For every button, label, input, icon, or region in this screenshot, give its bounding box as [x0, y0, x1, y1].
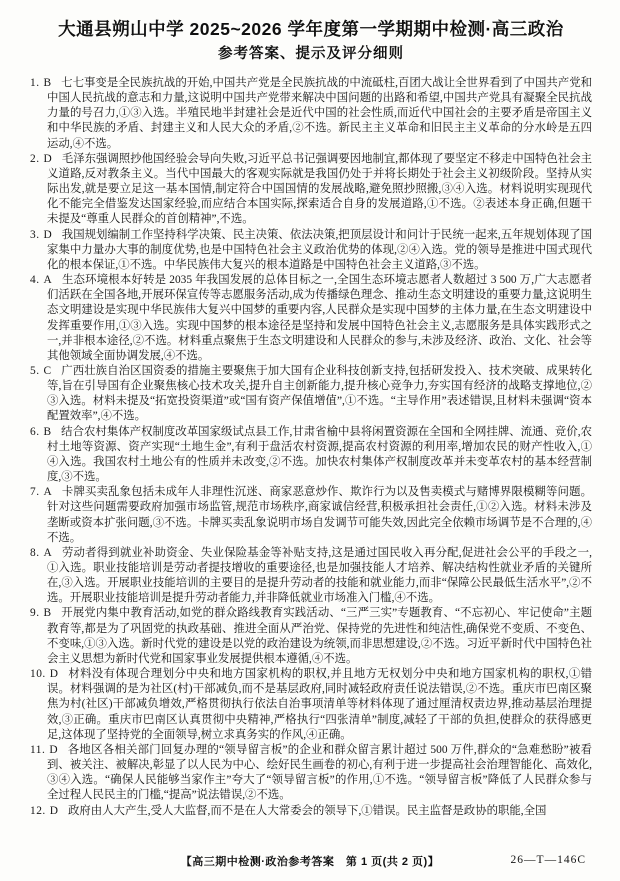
answer-item: [30, 606, 592, 667]
question-number: 8.: [30, 546, 40, 559]
answer-letter: A: [43, 546, 52, 559]
answer-letter: C: [43, 364, 52, 377]
answer-item: [30, 76, 592, 152]
answer-explanation: 我国规划编制工作坚持科学决策、民主决策、依法决策,把顶层设计和问计于民统一起来,五年规划体现了国家集中力量办大事的制度优势,也是中国特色社会主义政治优势的体现,②④入选。党的领导是推进中国式现代化的根本保证,①不选。中华民族伟大复兴的根本道路是中国特色社会主义道路,③不选。: [47, 228, 592, 271]
answer-letter: B: [43, 77, 52, 89]
answer-explanation: 各地区各相关部门回复办理的“领导留言板”的企业和群众留言累计超过 500 万件,群众的“急难愁盼”被看到、被关注、被解决,彰显了以人民为中心、绘好民生画卷的初心,有利于进一步提高社会治理智能化、高效化,③④入选。“确保人民能够当家作主”夸大了“领导留言板”的作用,①不选。“领导留言板”降低了人民群众参与全过程人民民主的门槛,“提高”说法错误,②不选。: [47, 743, 592, 802]
question-number: 2.: [30, 152, 40, 165]
question-number: 6.: [30, 425, 40, 438]
answer-explanation: 卡牌买卖乱象包括未成年人非理性沉迷、商家恶意炒作、欺诈行为以及售卖模式与赌博界限模糊等问题。针对这些问题需要政府加强市场监管,规范市场秩序,商家诚信经营,积极承担社会责任,①②入选。材料未涉及垄断或资本扩张问题,③不选。卡牌买卖乱象说明市场自发调节可能失效,因此完全依赖市场调节是不合理的,④不选。: [47, 486, 592, 544]
answer-letter: B: [43, 425, 52, 438]
question-number: 12.: [30, 804, 46, 817]
answer-item: [30, 273, 592, 364]
answer-item: [30, 228, 592, 273]
answer-explanation: 材料没有体现合理划分中央和地方国家机构的职权,并且地方无权划分中央和地方国家机构的职权,①错误。材料强调的是为社区(村)干部减负,而不是基层政府,同时减轻政府责任说法错误,②不选。重庆市巴南区聚焦为村(社区)干部减负增效,严格贯彻执行依法自治事项清单等材料体现了通过厘清权责边界,推动基层治理提效,③正确。重庆市巴南区认真贯彻中央精神,严格执行“四张清单”制度,减轻了干部的负担,使群众的获得感更足,这体现了坚持党的全面领导,树立求真务实的作风,④正确。: [47, 668, 592, 741]
answer-letter: D: [43, 228, 52, 241]
answer-explanation: 七七事变是全民族抗战的开始,中国共产党是全民族抗战的中流砥柱,百团大战让全世界看到了中国共产党和中国人民抗战的意志和力量,这说明中国共产党带来解决中国问题的出路和希望,中国共产党具有凝聚全民抗战力量的号召力,①③入选。半殖民地半封建社会是近代中国的社会性质,而近代中国社会的主要矛盾是帝国主义和中华民族的矛盾、封建主义和人民大众的矛盾,②不选。新民主主义革命和旧民主主义革命的分水岭是五四运动,④不选。: [47, 77, 592, 150]
page-subtitle: 参考答案、提示及评分细则: [218, 46, 404, 62]
page-footer: [0, 853, 620, 869]
question-number: 11.: [30, 743, 46, 756]
answer-item: [30, 546, 592, 607]
question-number: 4.: [30, 274, 40, 287]
answer-explanation: 开展党内集中教育活动,如党的群众路线教育实践活动、“三严三实”专题教育、“不忘初心、牢记使命”主题教育等,都是为了巩固党的执政基础、推进全面从严治党、保持党的先进性和纯洁性,确保党不变质、不变色、不变味,①③入选。新时代党的建设是以党的政治建设为统领,而非思想建设,②不选。习近平新时代中国特色社会主义思想为新时代党和国家事业发展提供根本遵循,④不选。: [47, 607, 592, 665]
answer-item: [30, 804, 592, 819]
question-number: 10.: [30, 668, 46, 681]
answer-item: [30, 425, 592, 486]
answer-explanation: 劳动者得到就业补助资金、失业保险基金等补贴支持,这是通过国民收入再分配,促进社会公平的手段之一,①入选。职业技能培训是劳动者提技增收的重要途径,也是加强技能人才培养、解决结构性就业矛盾的关键所在,③入选。开展职业技能培训的主要目的是提升劳动者的技能和就业能力,而非“保障公民最低生活水平”,②不选。开展职业技能培训是提升劳动者能力,并非降低就业市场准入门槛,④不选。: [47, 546, 592, 605]
answer-letter: D: [49, 668, 58, 681]
answer-letter: D: [43, 152, 52, 165]
answers-list: [30, 76, 592, 819]
paper-code: 26—T—146C: [510, 854, 586, 866]
answer-item: [30, 152, 592, 228]
answer-explanation: 生态环境根本好转是 2035 年我国发展的总体目标之一,全国生态环境志愿者人数超过 3 500 万,广大志愿者们活跃在全国各地,开展环保宣传等志愿服务活动,成为传播绿色理念、推动生态文明建设的重要力量,这说明生态文明建设是实现中华民族伟大复兴中国梦的重要内容,人民群众是实现中国梦的主体力量,在生态文明建设中发挥重要作用,①③入选。实现中国梦的根本途径是坚持和发展中国特色社会主义,志愿服务是具体实践形式之一,并非根本途径,②不选。材料重点聚焦于生态文明建设和人民群众的参与,未涉及经济、政治、文化、社会等其他领域全面协调发展,④不选。: [47, 274, 592, 362]
answer-item: [30, 364, 592, 425]
answer-letter: D: [49, 743, 58, 756]
answer-item: [30, 743, 592, 804]
answer-explanation: 广西壮族自治区国资委的措施主要聚焦于加大国有企业科技创新支持,包括研发投入、技术突破、成果转化等,旨在引导国有企业聚焦核心技术攻关,提升自主创新能力,提升核心竞争力,夯实国有经济的战略支撑地位,②③入选。材料未提及“拓宽投资渠道”或“国有资产保值增值”,①不选。“主导作用”表述错误,且材料未强调“资本配置效率”,④不选。: [47, 364, 592, 423]
footer-title-page-number: 【高三期中检测·政治参考答案 第 1 页(共 2 页)】: [180, 856, 440, 868]
question-number: 5.: [30, 364, 40, 377]
answer-letter: D: [49, 804, 58, 817]
answer-explanation: 政府由人大产生,受人大监督,而不是在人大常委会的领导下,①错误。民主监督是政协的职能,全国: [67, 804, 547, 817]
question-number: 9.: [30, 607, 40, 620]
answer-item: [30, 667, 592, 743]
question-number: 3.: [30, 228, 40, 241]
answer-explanation: 毛泽东强调照抄他国经验会导向失败,习近平总书记强调要因地制宜,都体现了要坚定不移走中国特色社会主义道路,反对教条主义。当代中国最大的客观实际就是我国仍处于并将长期处于社会主义初级阶段。坚持从实际出发,就是要立足这一基本国情,制定符合中国国情的发展战略,避免照抄照搬,③④入选。材料说明实现现代化不能完全借鉴发达国家经验,而应结合本国实际,探索适合自身的发展道路,①不选。②表述本身正确,但题干未提及“尊重人民群众的首创精神”,不选。: [47, 152, 592, 226]
page-title: 大通县朔山中学 2025~2026 学年度第一学期期中检测·高三政治: [58, 19, 564, 39]
question-number: 1.: [30, 77, 40, 89]
answer-letter: A: [43, 274, 52, 287]
answer-letter: A: [43, 486, 52, 499]
document-header: [30, 17, 592, 65]
question-number: 7.: [30, 486, 40, 499]
answer-item: [30, 485, 592, 546]
answer-letter: B: [43, 607, 52, 620]
answer-explanation: 结合农村集体产权制度改革国家级试点县工作,甘肃省榆中县将闲置资源在全国和全网挂牌、流通、竞价,农村土地等资源、资产实现“土地生金”,有利于盘活农村资源,提高农村资源的利用率,增加农民的财产性收入,①④入选。我国农村土地公有的性质并未改变,②不选。加快农村集体产权制度改革并未变革农村的基本经营制度,③不选。: [47, 425, 592, 484]
